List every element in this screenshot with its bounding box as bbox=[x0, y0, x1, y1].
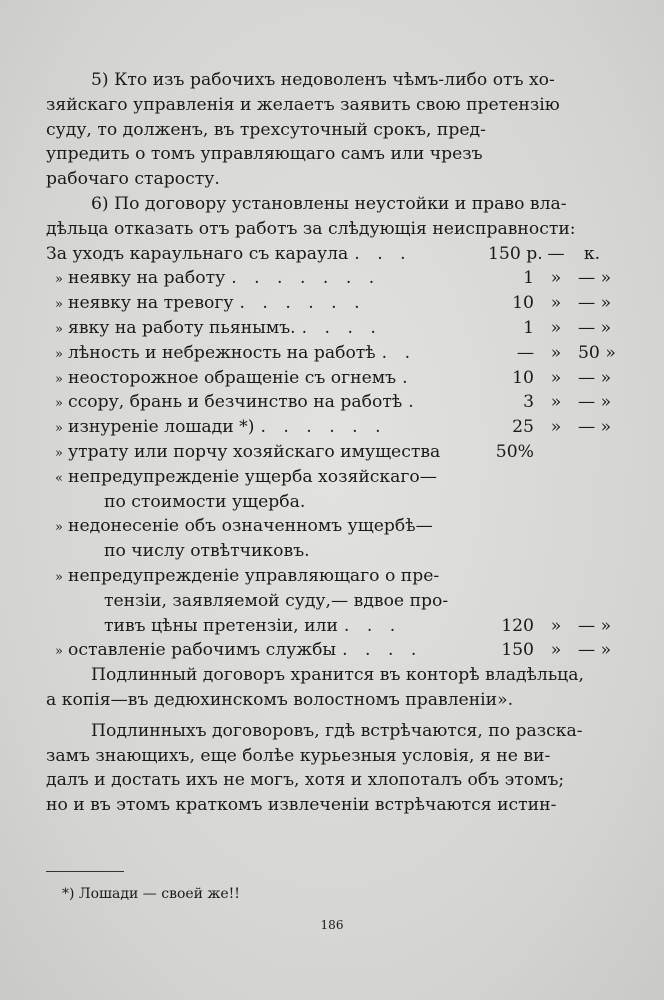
penalty-kopecks: — » bbox=[578, 615, 612, 636]
text-line: дѣльца отказать отъ работъ за слѣдующія неисправности: bbox=[46, 218, 576, 239]
penalty-list bbox=[46, 242, 616, 664]
penalty-rubles: 3 bbox=[523, 392, 534, 413]
penalty-row bbox=[46, 390, 612, 415]
penalty-continuation: по числу отвѣтчиковъ. bbox=[104, 541, 310, 562]
penalty-rubles: 1 bbox=[523, 268, 534, 289]
penalty-rubles: 1 bbox=[523, 317, 534, 338]
penalty-label: неявку на тревогу bbox=[68, 293, 234, 314]
penalty-sep: » bbox=[550, 293, 562, 314]
text-line: рабочаго старосту. bbox=[46, 169, 220, 190]
penalty-row bbox=[46, 465, 606, 490]
ditto-mark: » bbox=[55, 272, 63, 288]
penalty-prefix: За bbox=[46, 243, 67, 264]
page-number: 186 bbox=[320, 918, 344, 932]
footnote-rule bbox=[46, 871, 124, 872]
text-line: но и въ этомъ краткомъ извлеченіи встрѣчаются истин- bbox=[46, 795, 557, 816]
penalty-sep: » bbox=[550, 342, 562, 363]
penalty-row bbox=[46, 440, 606, 465]
penalty-row bbox=[46, 638, 612, 663]
paragraph-5 bbox=[46, 68, 606, 192]
paragraph-contract-storage bbox=[46, 663, 606, 713]
penalty-sep: » bbox=[550, 317, 562, 338]
penalty-kopecks: — » bbox=[578, 293, 612, 314]
page-text bbox=[46, 68, 616, 818]
penalty-label: непредупрежденіе ущерба хозяйскаго— bbox=[68, 466, 437, 487]
penalty-sep bbox=[542, 440, 570, 465]
text-line: упредить о томъ управляющаго самъ или чрезъ bbox=[46, 144, 483, 165]
leader-dots: . . . . . . . bbox=[231, 268, 381, 289]
penalty-sep: » bbox=[550, 615, 562, 636]
leader-dots: . . . . . . bbox=[239, 293, 366, 314]
text-line: Подлинный договоръ хранится въ конторѣ владѣльца, bbox=[91, 665, 584, 686]
penalty-label: недонесеніе объ означенномъ ущербѣ— bbox=[68, 516, 433, 537]
penalty-sep: » bbox=[550, 392, 562, 413]
penalty-sep: » bbox=[550, 367, 562, 388]
penalty-sep: » bbox=[550, 268, 562, 289]
penalty-rubles: 25 bbox=[512, 417, 534, 438]
penalty-kopecks: к. bbox=[583, 243, 601, 264]
penalty-kopecks: — » bbox=[578, 640, 612, 661]
leader-dots: . bbox=[408, 392, 420, 413]
penalty-rubles: 150 р. bbox=[488, 243, 543, 264]
penalty-label: уходъ караульнаго съ караула bbox=[72, 243, 349, 264]
penalty-row bbox=[46, 316, 612, 341]
penalty-continuation: по стоимости ущерба. bbox=[104, 491, 306, 512]
penalty-row bbox=[46, 291, 612, 316]
leader-dots: . . . . . . bbox=[260, 417, 387, 438]
penalty-kopecks bbox=[578, 440, 606, 465]
text-line: замъ знающихъ, еще болѣе курьезныя условія, я не ви- bbox=[46, 745, 551, 766]
penalty-continuation: тензіи, заявляемой суду,— вдвое про- bbox=[104, 590, 449, 611]
ditto-mark: » bbox=[55, 520, 63, 536]
leader-dots: . . . bbox=[354, 243, 412, 264]
penalty-row bbox=[46, 614, 612, 639]
penalty-row bbox=[46, 415, 612, 440]
penalty-kopecks: — » bbox=[578, 317, 612, 338]
penalty-label: утрату или порчу хозяйскаго имущества bbox=[68, 441, 441, 462]
penalty-label: оставленіе рабочимъ службы bbox=[68, 640, 337, 661]
penalty-label: неявку на работу bbox=[68, 268, 226, 289]
penalty-row bbox=[46, 366, 612, 391]
text-line: суду, то долженъ, въ трехсуточный срокъ, пред- bbox=[46, 119, 486, 140]
penalty-row bbox=[46, 341, 616, 366]
footnote: *) Лошади — своей же!! bbox=[62, 886, 240, 902]
penalty-kopecks: — » bbox=[578, 392, 612, 413]
ditto-mark: » bbox=[55, 297, 63, 313]
ditto-mark: » bbox=[55, 644, 63, 660]
penalty-sep: — bbox=[547, 243, 565, 264]
paragraph-6 bbox=[46, 192, 606, 242]
penalty-label: ссору, брань и безчинство на работѣ bbox=[68, 392, 403, 413]
penalty-rubles: 10 bbox=[512, 293, 534, 314]
ditto-mark: » bbox=[55, 371, 63, 387]
ditto-mark: » bbox=[55, 445, 63, 461]
penalty-row bbox=[46, 564, 606, 589]
text-line: 6) По договору установлены неустойки и право вла- bbox=[91, 193, 567, 214]
penalty-row bbox=[46, 514, 606, 539]
leader-dots: . . . . bbox=[301, 317, 382, 338]
penalty-percent: 50% bbox=[495, 441, 534, 462]
penalty-rubles: 10 bbox=[512, 367, 534, 388]
ditto-mark: « bbox=[55, 470, 63, 486]
ditto-mark: » bbox=[55, 321, 63, 337]
penalty-sep: » bbox=[550, 417, 562, 438]
leader-dots: . . bbox=[381, 342, 417, 363]
ditto-mark: » bbox=[55, 421, 63, 437]
leader-dots: . bbox=[402, 367, 414, 388]
penalty-label: лѣность и небрежность на работѣ bbox=[68, 342, 376, 363]
penalty-label: неосторожное обращеніе съ огнемъ bbox=[68, 367, 397, 388]
text-line: зяйскаго управленія и желаетъ заявить свою претензію bbox=[46, 94, 560, 115]
leader-dots: . . . bbox=[343, 615, 402, 636]
penalty-label: изнуреніе лошади *) bbox=[68, 417, 255, 438]
penalty-rubles: 150 bbox=[501, 640, 534, 661]
penalty-kopecks: 50 » bbox=[578, 342, 616, 363]
penalty-rubles: 120 bbox=[501, 615, 534, 636]
text-line: а копія—въ дедюхинскомъ волостномъ правленіи». bbox=[46, 689, 514, 710]
text-line: далъ и достать ихъ не могъ, хотя и хлопоталъ объ этомъ; bbox=[46, 770, 565, 791]
ditto-mark: » bbox=[55, 346, 63, 362]
penalty-row bbox=[46, 266, 612, 291]
penalty-row bbox=[46, 242, 606, 267]
ditto-mark: » bbox=[55, 569, 63, 585]
leader-dots: . . . . bbox=[342, 640, 423, 661]
penalty-kopecks: — » bbox=[578, 268, 612, 289]
text-line: Подлинныхъ договоровъ, гдѣ встрѣчаются, по разска- bbox=[91, 720, 583, 741]
text-line: 5) Кто изъ рабочихъ недоволенъ чѣмъ-либо отъ хо- bbox=[91, 70, 555, 90]
penalty-label: тивъ цѣны претензіи, или bbox=[104, 615, 338, 636]
penalty-rubles: — bbox=[516, 342, 534, 363]
penalty-kopecks: — » bbox=[578, 417, 612, 438]
penalty-kopecks: — » bbox=[578, 367, 612, 388]
paragraph-closing bbox=[46, 719, 606, 818]
penalty-label: непредупрежденіе управляющаго о пре- bbox=[68, 565, 440, 586]
ditto-mark: » bbox=[55, 396, 63, 412]
penalty-sep: » bbox=[550, 640, 562, 661]
penalty-label: явку на работу пьянымъ. bbox=[68, 317, 296, 338]
